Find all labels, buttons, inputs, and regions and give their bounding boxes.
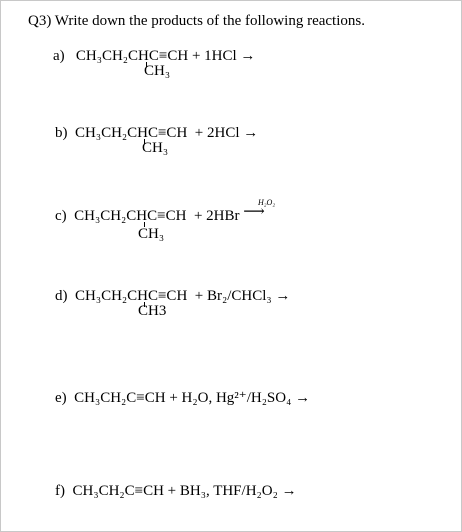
reaction-b-letter: b) xyxy=(55,125,68,141)
reaction-c-substrate: CH₃CH₂CHC≡CH xyxy=(74,208,187,224)
reaction-c-reagent: + 2HBr xyxy=(186,208,244,224)
reaction-d-reagent: + Br₂/CHCl₃ xyxy=(187,288,276,304)
reaction-c-letter: c) xyxy=(55,208,67,224)
reaction-d-arrow-icon: → xyxy=(275,288,291,304)
reaction-d-letter: d) xyxy=(55,288,68,304)
reaction-b-arrow-icon: → xyxy=(243,125,259,141)
reaction-b-branch: CH₃ xyxy=(142,140,169,156)
reaction-b-reagent: + 2HCl xyxy=(187,125,244,141)
reaction-e xyxy=(55,390,310,407)
reaction-e-equation: CH₃CH₂C≡CH + H₂O, Hg²⁺/H₂SO₄ xyxy=(74,390,296,406)
reaction-f-arrow-icon: → xyxy=(281,483,297,499)
reaction-d xyxy=(55,288,290,305)
reaction-d-substrate: CH₃CH₂CHC≡CH xyxy=(75,288,188,304)
reaction-c-oxidant: H₂O₂ xyxy=(258,198,276,207)
reaction-c-arrow-icon: ⟶ xyxy=(243,204,265,220)
reaction-c-branch: CH₃ xyxy=(138,226,165,242)
question-heading: Q3) Write down the products of the following reactions. xyxy=(28,13,365,29)
reaction-f xyxy=(55,483,297,500)
reaction-a-branch: CH₃ xyxy=(144,63,171,79)
reaction-f-equation: CH₃CH₂C≡CH + BH₃, THF/H₂O₂ xyxy=(72,483,282,499)
reaction-c xyxy=(55,204,265,225)
reaction-a-letter: a) xyxy=(53,48,65,64)
reaction-a-arrow-icon: → xyxy=(240,48,256,64)
reaction-b-substrate: CH₃CH₂CHC≡CH xyxy=(75,125,188,141)
reaction-a-reagent: + 1HCl xyxy=(188,48,241,64)
reaction-e-arrow-icon: → xyxy=(295,390,311,406)
reaction-a-substrate: CH₃CH₂CHC≡CH xyxy=(75,48,189,64)
reaction-d-branch: CH3 xyxy=(138,303,167,319)
reaction-e-letter: e) xyxy=(55,390,67,406)
reaction-f-letter: f) xyxy=(55,483,65,499)
